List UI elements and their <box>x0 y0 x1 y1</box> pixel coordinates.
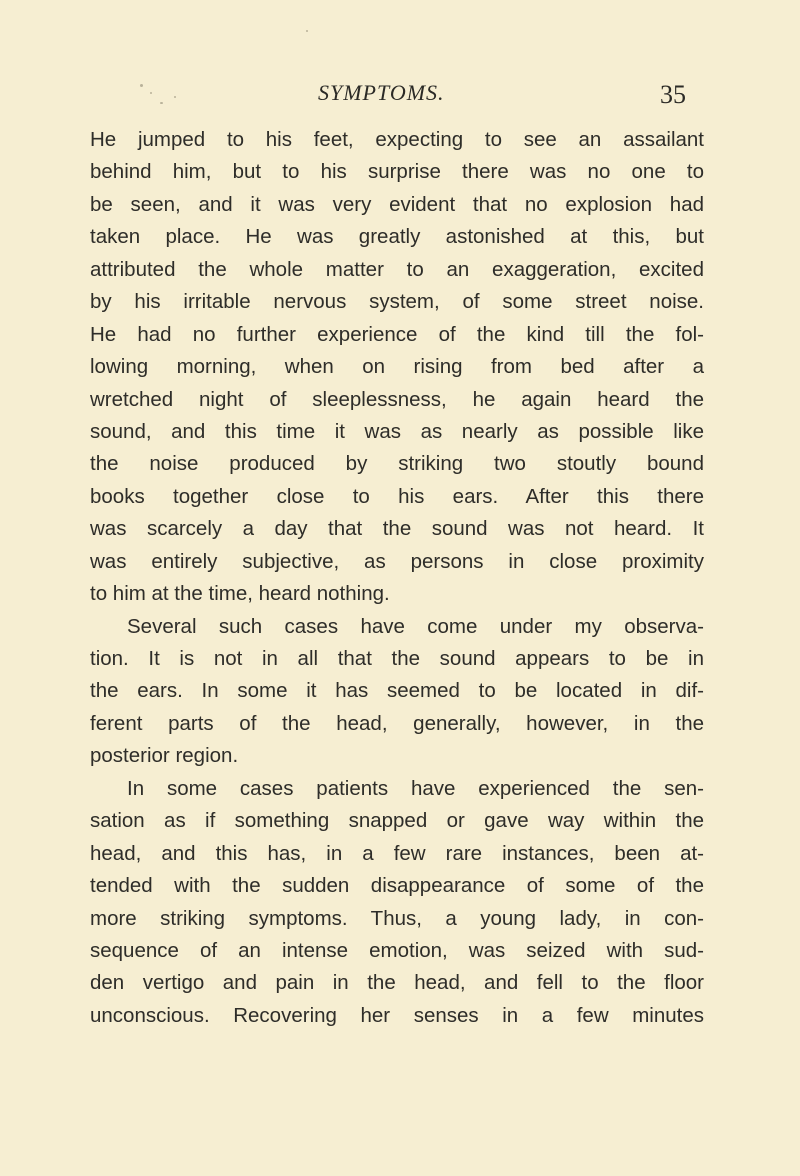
running-head <box>0 80 800 110</box>
text-line: books together close to his ears. After this there <box>90 484 704 508</box>
text-line: sequence of an intense emotion, was seized with sud- <box>90 938 704 962</box>
text-line: Several such cases have come under my observa- <box>127 614 704 638</box>
text-line: lowing morning, when on rising from bed after a <box>90 355 704 379</box>
running-head-title: SYMPTOMS. <box>318 80 445 105</box>
text-line: tion. It is not in all that the sound appears to be in <box>90 647 704 670</box>
text-line: was entirely subjective, as persons in close proximity <box>90 549 704 573</box>
text-line: wretched night of sleeplessness, he again heard the <box>90 387 704 411</box>
text-line: the ears. In some it has seemed to be located in dif- <box>90 679 704 703</box>
text-line: tended with the sudden disappearance of some of the <box>90 874 704 898</box>
text-line: be seen, and it was very evident that no explosion had <box>90 192 704 216</box>
text-line: head, and this has, in a few rare instances, been at- <box>90 841 704 865</box>
text-line: to him at the time, heard nothing. <box>90 582 390 606</box>
text-line: was scarcely a day that the sound was not heard. It <box>90 517 704 541</box>
page-number: 35 <box>660 80 686 109</box>
body-text <box>90 124 704 1032</box>
text-line: unconscious. Recovering her senses in a few minutes <box>90 1003 704 1027</box>
text-line: ferent parts of the head, generally, however, in the <box>90 711 704 735</box>
text-line: sation as if something snapped or gave way within the <box>90 809 704 833</box>
text-line: posterior region. <box>90 744 239 768</box>
text-line: more striking symptoms. Thus, a young lady, in con- <box>90 906 704 930</box>
text-line: He had no further experience of the kind till the fol- <box>90 322 704 346</box>
paper-speck <box>306 30 308 32</box>
text-line: In some cases patients have experienced the sen- <box>127 776 704 800</box>
text-line: attributed the whole matter to an exaggeration, excited <box>90 257 704 281</box>
text-line: den vertigo and pain in the head, and fell to the floor <box>90 971 704 995</box>
text-line: He jumped to his feet, expecting to see an assailant <box>90 128 704 151</box>
text-line: behind him, but to his surprise there was no one to <box>90 160 704 184</box>
text-line: sound, and this time it was as nearly as possible like <box>90 419 704 443</box>
text-line: taken place. He was greatly astonished at this, but <box>90 225 704 249</box>
text-line: by his irritable nervous system, of some street noise. <box>90 290 704 314</box>
text-line: the noise produced by striking two stoutly bound <box>90 452 704 476</box>
